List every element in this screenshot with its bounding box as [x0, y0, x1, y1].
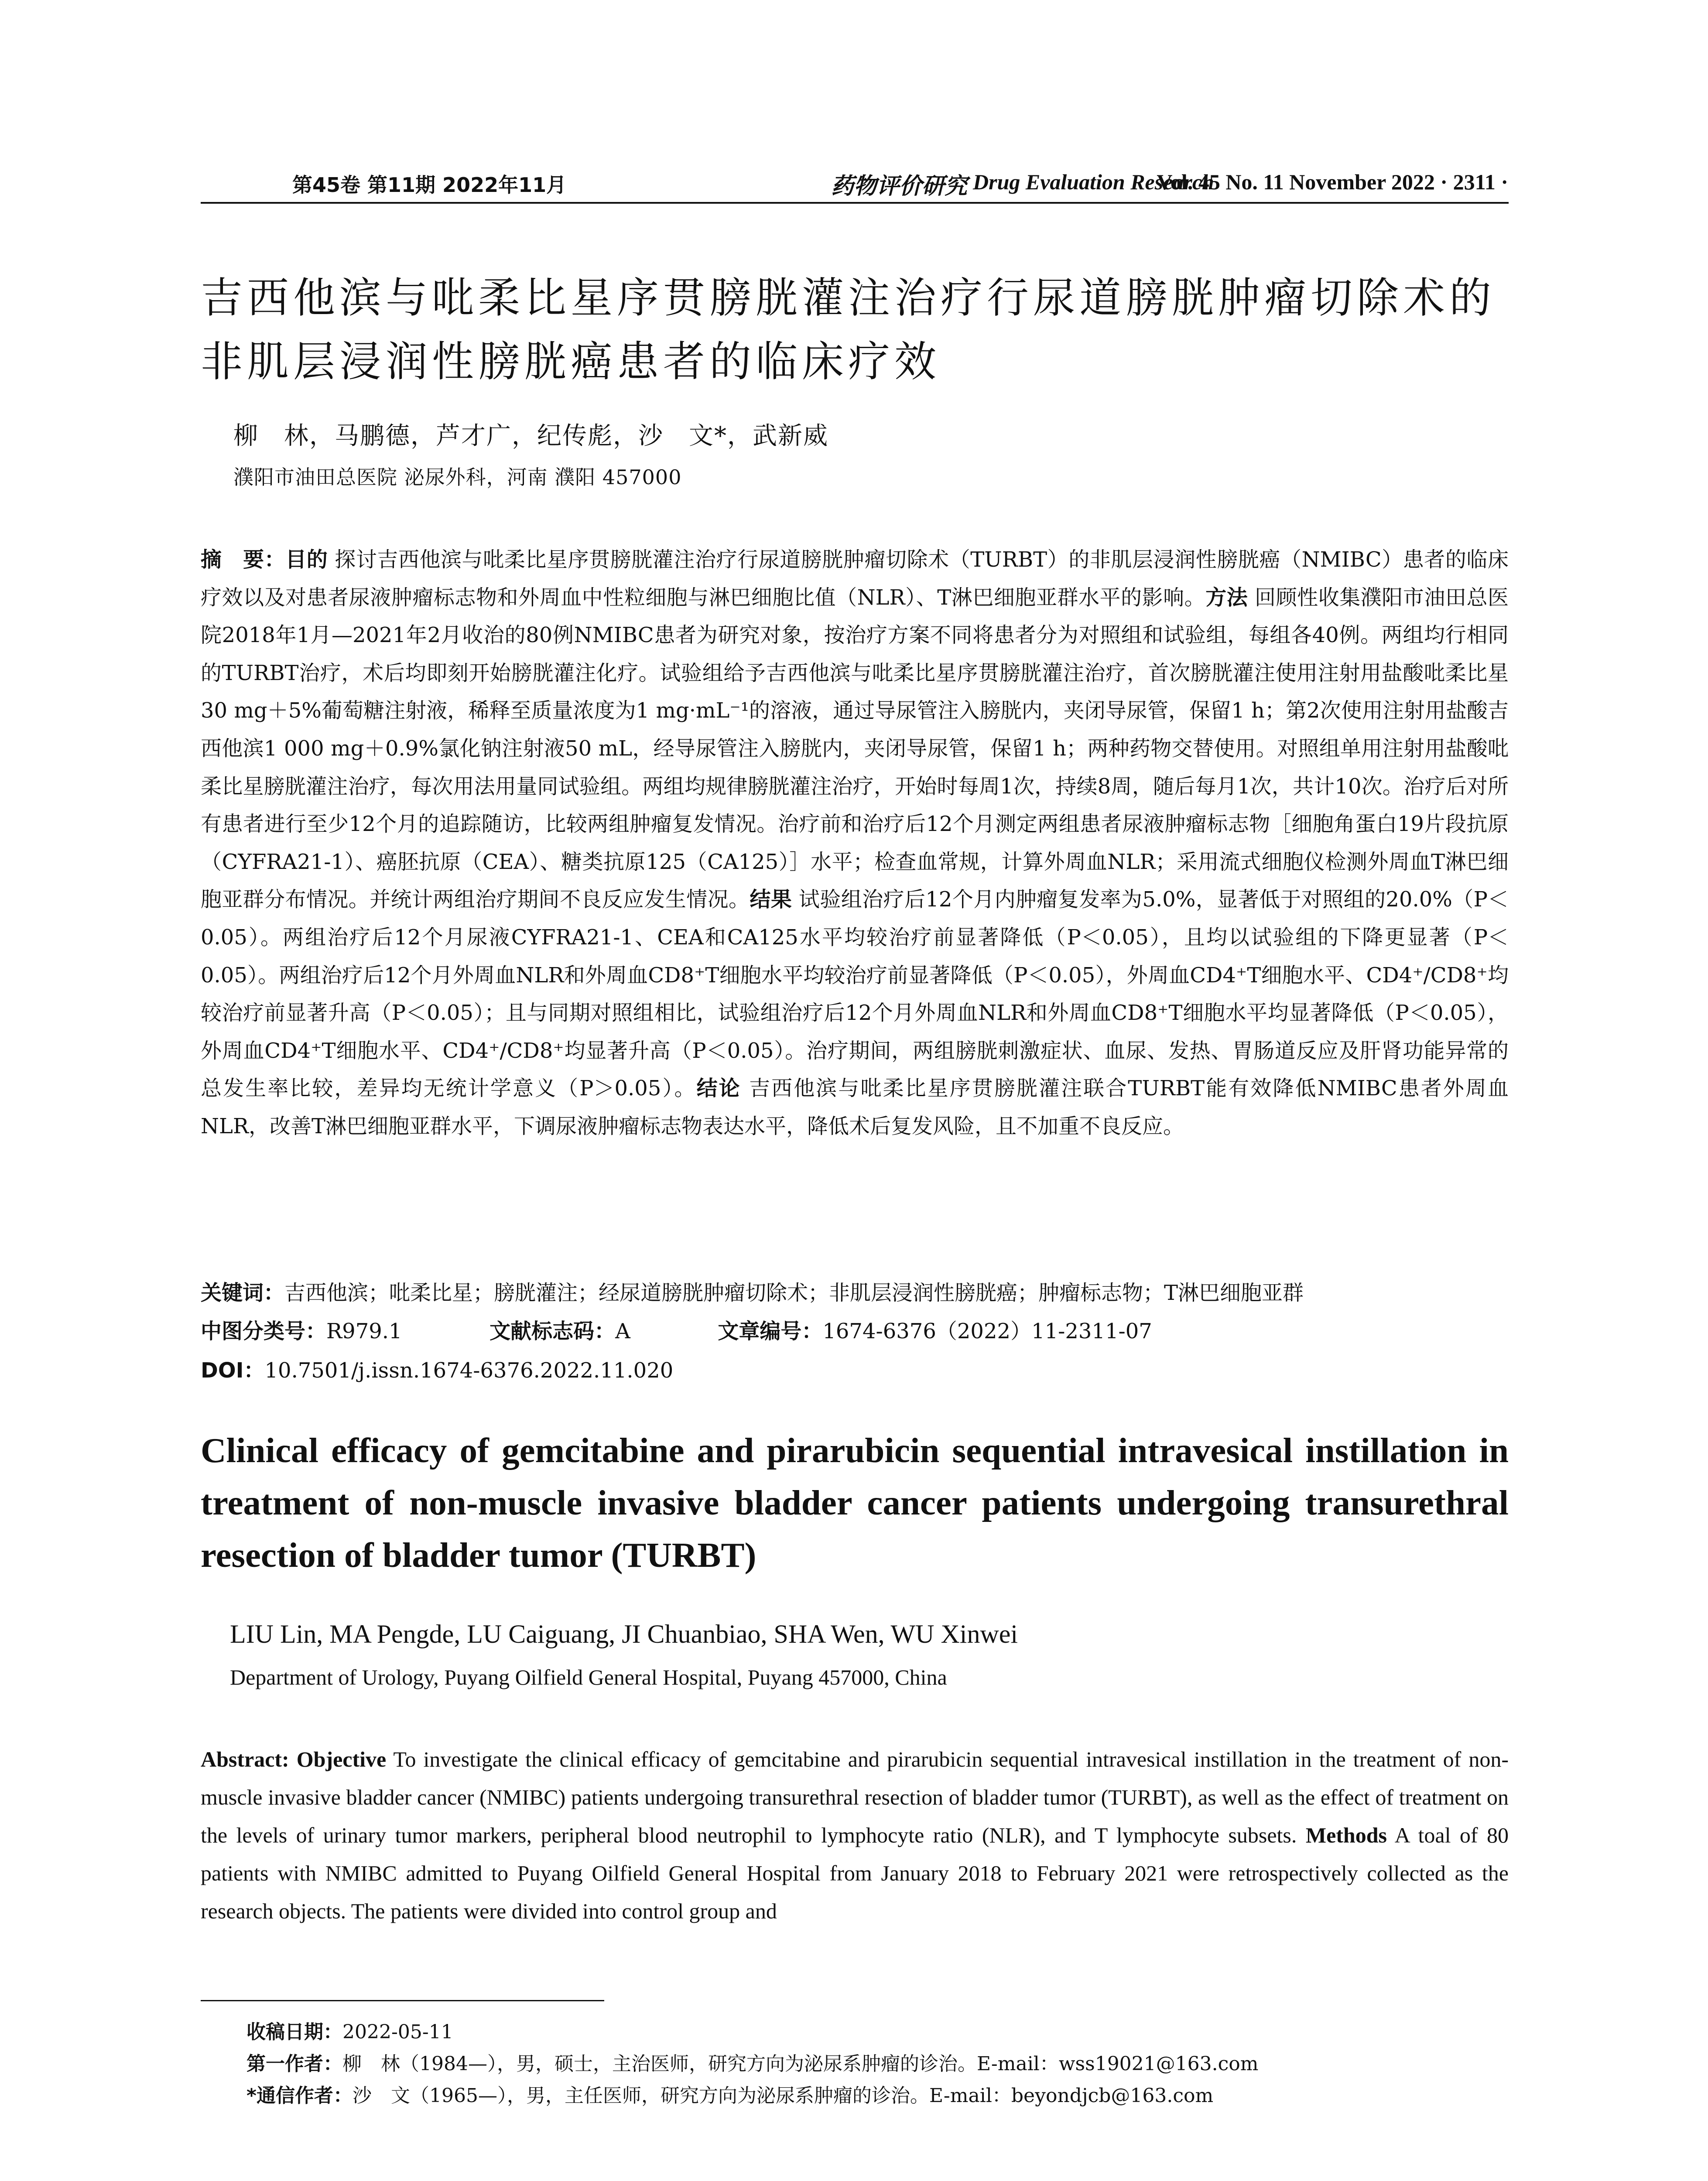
- footnote-received: [246, 2016, 453, 2044]
- results-label-cn: 结果: [750, 887, 792, 912]
- corresponding-label: *通信作者：: [246, 2085, 353, 2107]
- english-title: Clinical efficacy of gemcitabine and pirarubicin sequential intravesical instillation in treatment of non-muscle invasive bladder cancer patients undergoing transurethral resection of bladder tumor (TURBT): [201, 1431, 1509, 1575]
- header-rule: [201, 202, 1509, 204]
- chinese-affiliation: 濮阳市油田总医院 泌尿外科，河南 濮阳 457000: [233, 465, 682, 489]
- running-header: [201, 169, 1509, 199]
- chinese-abstract: [201, 541, 1509, 1145]
- abstract-label-cn: 摘 要：: [201, 547, 286, 572]
- results-text-cn: 试验组治疗后12个月内肿瘤复发率为5.0%，显著低于对照组的20.0%（P＜0.05）。两组治疗后12个月尿液CYFRA21-1、CEA和CA125水平均较治疗前显著降低（P＜0.05），且均以试验组的下降更显著（P＜0.05）。两组治疗后12个月外周血NLR和外周血CD8⁺T细胞水平均较治疗前显著降低（P＜0.05），外周血CD4⁺T细胞水平、CD4⁺/CD8⁺均较治疗前显著升高（P＜0.05）；且与同期对照组相比，试验组治疗后12个月外周血NLR和外周血CD8⁺T细胞水平均显著降低（P＜0.05），外周血CD4⁺T细胞水平、CD4⁺/CD8⁺均显著升高（P＜0.05）。治疗期间，两组膀胱刺激症状、血尿、发热、胃肠道反应及肝肾功能异常的总发生率比较，差异均无统计学意义（P＞0.05）。: [201, 887, 1509, 1101]
- objective-label-en: Objective: [296, 1747, 387, 1771]
- footnote-corresponding: [246, 2080, 1213, 2108]
- keywords-label-cn: 关键词：: [201, 1281, 285, 1305]
- volume-page-en: Vol. 45 No. 11 November 2022 · 2311 ·: [1157, 170, 1508, 194]
- keywords-text-cn: 吉西他滨；吡柔比星；膀胱灌注；经尿道膀胱肿瘤切除术；非肌层浸润性膀胱癌；肿瘤标志物；T淋巴细胞亚群: [284, 1281, 1304, 1305]
- journal-name-cn: 药物评价研究: [831, 173, 968, 199]
- first-author-label: 第一作者：: [246, 2053, 342, 2075]
- methods-label-cn: 方法: [1205, 585, 1248, 610]
- methods-text-cn: 回顾性收集濮阳市油田总医院2018年1月—2021年2月收治的80例NMIBC患者为研究对象，按治疗方案不同将患者分为对照组和试验组，每组各40例。两组均行相同的TURBT治疗，术后均即刻开始膀胱灌注化疗。试验组给予吉西他滨与吡柔比星序贯膀胱灌注治疗，首次膀胱灌注使用注射用盐酸吡柔比星30 mg＋5%葡萄糖注射液，稀释至质量浓度为1 mg·mL⁻¹的溶液，通过导尿管注入膀胱内，夹闭导尿管，保留1 h；第2次使用注射用盐酸吉西他滨1 000 mg＋0.9%氯化钠注射液50 mL，经导尿管注入膀胱内，夹闭导尿管，保留1 h；两种药物交替使用。对照组单用注射用盐酸吡柔比星膀胱灌注治疗，每次用法用量同试验组。两组均规律膀胱灌注治疗，开始时每周1次，持续8周，随后每月1次，共计10次。治疗后对所有患者进行至少12个月的追踪随访，比较两组肿瘤复发情况。治疗前和治疗后12个月测定两组患者尿液肿瘤标志物［细胞角蛋白19片段抗原（CYFRA21-1）、癌胚抗原（CEA）、糖类抗原125（CA125）］水平；检查血常规，计算外周血NLR；采用流式细胞仪检测外周血T淋巴细胞亚群分布情况。并统计两组治疗期间不良反应发生情况。: [201, 585, 1509, 912]
- article-no-value: 1674-6376（2022）11-2311-07: [822, 1319, 1152, 1343]
- corresponding-value: 沙 文（1965—），男，主任医师，研究方向为泌尿系肿瘤的诊治。E-mail：beyondjcb@163.com: [353, 2085, 1214, 2107]
- methods-label-en: Methods: [1305, 1823, 1387, 1847]
- received-value: 2022-05-11: [342, 2021, 453, 2043]
- footnote-rule: [201, 2000, 604, 2001]
- chinese-title-line-1: 吉西他滨与吡柔比星序贯膀胱灌注治疗行尿道膀胱肿瘤切除术的: [201, 273, 1496, 322]
- doc-code-label: 文献标志码：: [489, 1319, 616, 1343]
- footnote-first-author: [246, 2048, 1259, 2076]
- doc-code-value: A: [615, 1319, 630, 1343]
- doi-label: DOI：: [201, 1358, 265, 1383]
- chinese-keywords: [201, 1274, 1509, 1312]
- conclusion-text-cn: 吉西他滨与吡柔比星序贯膀胱灌注联合TURBT能有效降低NMIBC患者外周血NLR，改善T淋巴细胞亚群水平，下调尿液肿瘤标志物表达水平，降低术后复发风险，且不加重不良反应。: [201, 1076, 1509, 1138]
- objective-label-cn: 目的: [285, 547, 328, 572]
- objective-text-cn: 探讨吉西他滨与吡柔比星序贯膀胱灌注治疗行尿道膀胱肿瘤切除术（TURBT）的非肌层浸润性膀胱癌（NMIBC）患者的临床疗效以及对患者尿液肿瘤标志物和外周血中性粒细胞与淋巴细胞比值（NLR）、T淋巴细胞亚群水平的影响。: [201, 547, 1509, 610]
- clc-value: R979.1: [326, 1319, 402, 1343]
- article-no-label: 文章编号：: [718, 1319, 823, 1343]
- objective-text-en: To investigate the clinical efficacy of gemcitabine and pirarubicin sequential intravesical instillation in the treatment of non-muscle invasive bladder cancer (NMIBC) patients undergoing transurethral resection of bladder tumor (TURBT), as well as the effect of treatment on the levels of urinary tumor markers, peripheral blood neutrophil to lymphocyte ratio (NLR), and T lymphocyte subsets.: [201, 1747, 1509, 1847]
- first-author-value: 柳 林（1984—），男，硕士，主治医师，研究方向为泌尿系肿瘤的诊治。E-mail：wss19021@163.com: [342, 2053, 1259, 2075]
- classification-line: [201, 1314, 1152, 1344]
- english-authors: LIU Lin, MA Pengde, LU Caiguang, JI Chuanbiao, SHA Wen, WU Xinwei: [230, 1620, 1018, 1648]
- methods-text-en: A toal of 80 patients with NMIBC admitted to Puyang Oilfield General Hospital from January 2018 to February 2021 were retrospectively collected as the research objects. The patients were divided into control group and: [201, 1823, 1509, 1923]
- doi-line: [201, 1354, 673, 1384]
- english-abstract: [201, 1740, 1509, 1930]
- chinese-title-line-2: 非肌层浸润性膀胱癌患者的临床疗效: [201, 337, 941, 386]
- clc-label: 中图分类号：: [201, 1319, 327, 1343]
- journal-name-en: Drug Evaluation Research: [973, 170, 1214, 194]
- chinese-title: [201, 266, 1509, 393]
- received-label: 收稿日期：: [246, 2021, 342, 2043]
- issue-cn: 第45卷 第11期 2022年11月: [292, 173, 567, 197]
- doi-value: 10.7501/j.issn.1674-6376.2022.11.020: [264, 1358, 674, 1383]
- english-affiliation: Department of Urology, Puyang Oilfield General Hospital, Puyang 457000, China: [230, 1665, 947, 1689]
- chinese-authors: 柳 林，马鹏德，芦才广，纪传彪，沙 文*，武新威: [233, 422, 828, 450]
- abstract-label-en: Abstract:: [201, 1747, 289, 1771]
- conclusion-label-cn: 结论: [696, 1076, 741, 1101]
